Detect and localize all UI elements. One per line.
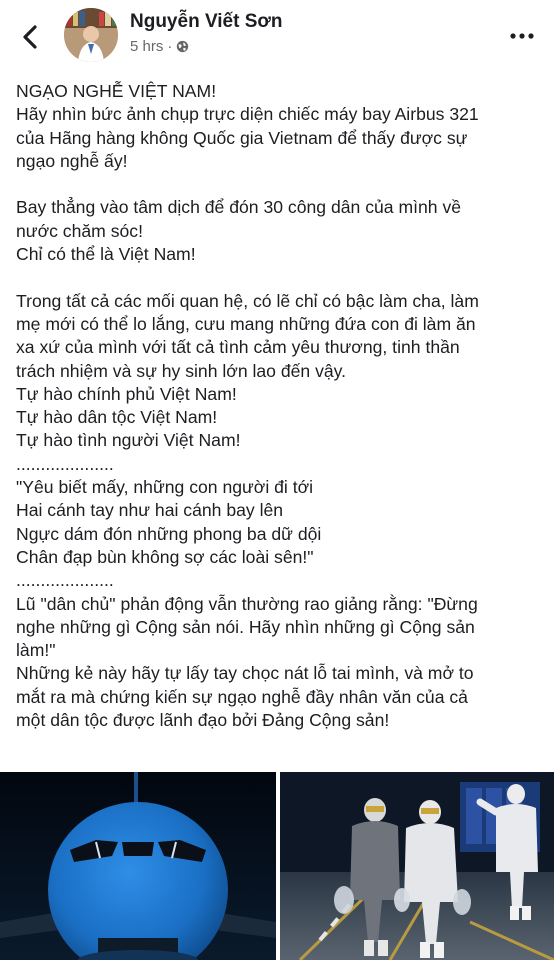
post-line: NGẠO NGHỄ VIỆT NAM! [16,81,217,101]
post-line: trách nhiệm và sự hy sinh lớn lao đến vậy. [16,360,347,381]
post-line: của Hãng hàng không Quốc gia Vietnam để thấy được sự [16,127,468,148]
airplane-photo[interactable] [0,772,276,960]
post-line: nước chăm sóc! [16,220,143,241]
post-line: xa xứ của mình với tất cả tình cảm yêu thương, tinh thần [16,337,460,358]
globe-icon [176,40,189,53]
poem-line: Chân đạp bùn không sợ các loài sên!" [16,546,314,567]
dotted-divider: .................... [16,570,114,591]
post-line: mắt ra mà chứng kiến sự ngạo nghễ đầy nhân văn của cả [16,686,468,707]
author-name[interactable]: Nguyễn Viết Sơn [130,11,283,32]
poem-line: Ngực dám đón những phong ba dữ dội [16,523,322,544]
post-line: Tự hào chính phủ Việt Nam! [16,383,237,404]
back-button[interactable] [16,22,46,52]
post-header [0,0,554,80]
post-line: Những kẻ này hãy tự lấy tay chọc nát lỗ tai mình, và mở to [16,663,474,684]
post-line: Tự hào dân tộc Việt Nam! [16,407,218,428]
post-photos [0,772,554,960]
paragraph-gap [16,266,541,289]
author-avatar[interactable] [64,8,118,62]
post-line: ngạo nghễ ấy! [16,150,128,171]
chevron-left-icon [16,22,46,52]
post-line: Bay thẳng vào tâm dịch để đón 30 công dân của mình về [16,197,462,218]
more-options-button[interactable] [508,26,536,46]
post-timestamp[interactable]: 5 hrs [130,38,164,55]
more-horizontal-icon [508,26,536,46]
dotted-divider: .................... [16,453,114,474]
post-line: một dân tộc được lãnh đạo bởi Đảng Cộng sản! [16,710,390,731]
poem-line: "Yêu biết mấy, những con người đi tới [16,477,314,498]
poem-line: Hai cánh tay như hai cánh bay lên [16,500,284,521]
post-body [16,80,541,732]
paragraph-gap [16,173,541,196]
post-line: Chỉ có thể là Việt Nam! [16,244,196,265]
post-meta [130,38,189,55]
meta-separator: · [167,38,173,55]
post-line: nghe những gì Cộng sản nói. Hãy nhìn những gì Cộng sản [16,616,475,637]
post-line: Tự hào tình người Việt Nam! [16,430,241,451]
post-line: Lũ "dân chủ" phản động vẫn thường rao giảng rằng: "Đừng [16,593,478,614]
post-line: mẹ mới có thể lo lắng, cưu mang những đứa con đi làm ăn [16,313,476,334]
medical-workers-photo[interactable] [280,772,554,960]
post-line: Hãy nhìn bức ảnh chụp trực diện chiếc máy bay Airbus 321 [16,104,479,125]
post-line: Trong tất cả các mối quan hệ, có lẽ chỉ có bậc làm cha, làm [16,290,479,311]
post-line: làm!" [16,640,56,661]
